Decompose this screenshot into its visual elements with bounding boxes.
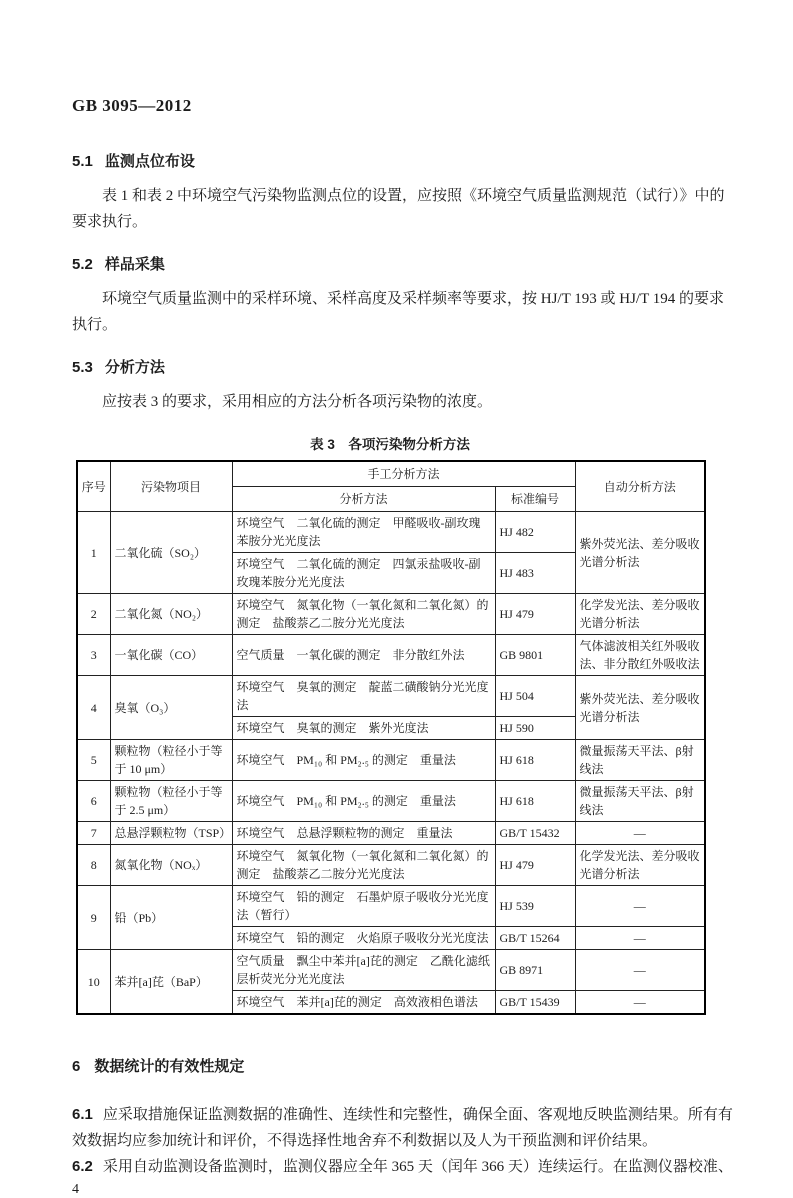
section-heading-6 <box>72 1055 735 1076</box>
code-cell: HJ 590 <box>495 717 575 740</box>
code-cell: HJ 618 <box>495 740 575 781</box>
seq-cell: 8 <box>77 845 110 886</box>
code-cell: HJ 479 <box>495 845 575 886</box>
header-auto: 自动分析方法 <box>575 461 705 512</box>
pollutant-cell: 颗粒物（粒径小于等于 2.5 μm） <box>110 781 232 822</box>
pollutant-cell: 一氧化碳（CO） <box>110 635 232 676</box>
auto-method-cell: — <box>575 927 705 950</box>
method-cell: 环境空气 PM₁₀ 和 PM₂.₅ 的测定 重量法 <box>232 781 495 822</box>
method-cell: 环境空气 氮氧化物（一氧化氮和二氧化氮）的测定 盐酸萘乙二胺分光光度法 <box>232 594 495 635</box>
table-title: 表 3 各项污染物分析方法 <box>310 437 470 452</box>
auto-method-cell: 紫外荧光法、差分吸收光谱分析法 <box>575 676 705 740</box>
code-cell: HJ 482 <box>495 512 575 553</box>
method-cell: 空气质量 一氧化碳的测定 非分散红外法 <box>232 635 495 676</box>
pollutant-cell: 铅（Pb） <box>110 886 232 950</box>
method-cell: 环境空气 臭氧的测定 紫外光度法 <box>232 717 495 740</box>
auto-method-cell: — <box>575 991 705 1015</box>
section-title: 样品采集 <box>104 256 165 273</box>
code-cell: GB/T 15439 <box>495 991 575 1015</box>
clause-6-2 <box>72 1154 734 1180</box>
section-heading-5-2 <box>72 253 735 274</box>
table-row <box>77 886 705 927</box>
code-cell: HJ 504 <box>495 676 575 717</box>
method-cell: 环境空气 苯并[a]芘的测定 高效液相色谱法 <box>232 991 495 1015</box>
code-cell: GB 9801 <box>495 635 575 676</box>
method-cell: 环境空气 氮氧化物（一氧化氮和二氧化氮）的测定 盐酸萘乙二胺分光光度法 <box>232 845 495 886</box>
header-manual-group: 手工分析方法 <box>232 461 575 487</box>
pollutant-cell: 二氧化硫（SO₂） <box>110 512 232 594</box>
seq-cell: 1 <box>77 512 110 594</box>
section-number: 5.1 <box>72 153 93 170</box>
pollutant-cell: 苯并[a]芘（BaP） <box>110 950 232 1015</box>
seq-cell: 3 <box>77 635 110 676</box>
method-cell: 环境空气 总悬浮颗粒物的测定 重量法 <box>232 822 495 845</box>
code-cell: HJ 483 <box>495 553 575 594</box>
table-row <box>77 822 705 845</box>
table-row <box>77 740 705 781</box>
analysis-methods-table <box>76 460 706 1015</box>
section-title: 监测点位布设 <box>104 153 195 170</box>
table-header-row <box>77 461 705 487</box>
method-cell: 环境空气 臭氧的测定 靛蓝二磺酸钠分光光度法 <box>232 676 495 717</box>
auto-method-cell: — <box>575 822 705 845</box>
table-header <box>77 461 705 512</box>
method-cell: 环境空气 PM₁₀ 和 PM₂.₅ 的测定 重量法 <box>232 740 495 781</box>
auto-method-cell: 化学发光法、差分吸收光谱分析法 <box>575 845 705 886</box>
code-cell: GB/T 15432 <box>495 822 575 845</box>
header-method: 分析方法 <box>232 487 495 512</box>
auto-method-cell: — <box>575 950 705 991</box>
method-cell: 空气质量 飘尘中苯并[a]芘的测定 乙酰化滤纸层析荧光分光光度法 <box>232 950 495 991</box>
section-paragraph-5-3: 应按表 3 的要求，采用相应的方法分析各项污染物的浓度。 <box>102 394 493 410</box>
code-cell: HJ 618 <box>495 781 575 822</box>
doc-code: GB 3095—2012 <box>72 96 192 115</box>
seq-cell: 2 <box>77 594 110 635</box>
seq-cell: 6 <box>77 781 110 822</box>
section-heading-5-3 <box>72 356 735 377</box>
pollutant-cell: 臭氧（O₃） <box>110 676 232 740</box>
seq-cell: 10 <box>77 950 110 1015</box>
clause-text: 采用自动监测设备监测时，监测仪器应全年 365 天（闰年 366 天）连续运行。在监测仪器校准、 <box>102 1159 733 1175</box>
seq-cell: 5 <box>77 740 110 781</box>
page-number: 4 <box>72 1182 79 1197</box>
clause-number: 6.2 <box>72 1158 93 1175</box>
pollutant-cell: 二氧化氮（NO₂） <box>110 594 232 635</box>
table-row <box>77 845 705 886</box>
seq-cell: 7 <box>77 822 110 845</box>
method-cell: 环境空气 二氧化硫的测定 四氯汞盐吸收-副玫瑰苯胺分光光度法 <box>232 553 495 594</box>
code-cell: GB 8971 <box>495 950 575 991</box>
method-cell: 环境空气 铅的测定 火焰原子吸收分光光度法 <box>232 927 495 950</box>
seq-cell: 4 <box>77 676 110 740</box>
seq-cell: 9 <box>77 886 110 950</box>
section-number: 6 <box>72 1058 81 1075</box>
auto-method-cell: 微量振荡天平法、β射线法 <box>575 740 705 781</box>
pollutant-cell: 颗粒物（粒径小于等于 10 μm） <box>110 740 232 781</box>
table-row <box>77 781 705 822</box>
code-cell: HJ 479 <box>495 594 575 635</box>
table-row <box>77 950 705 991</box>
header-code: 标准编号 <box>495 487 575 512</box>
method-cell: 环境空气 二氧化硫的测定 甲醛吸收-副玫瑰苯胺分光光度法 <box>232 512 495 553</box>
clause-number: 6.1 <box>72 1106 93 1123</box>
auto-method-cell: 微量振荡天平法、β射线法 <box>575 781 705 822</box>
section-paragraph-5-1: 表 1 和表 2 中环境空气污染物监测点位的设置，应按照《环境空气质量监测规范（试行）》中的要求执行。 <box>72 188 725 230</box>
code-cell: HJ 539 <box>495 886 575 927</box>
pollutant-cell: 总悬浮颗粒物（TSP） <box>110 822 232 845</box>
section-title: 数据统计的有效性规定 <box>94 1058 245 1075</box>
section-title: 分析方法 <box>104 359 165 376</box>
clause-text: 应采取措施保证监测数据的准确性、连续性和完整性，确保全面、客观地反映监测结果。所有有效数据均应参加统计和评价，不得选择性地舍弃不利数据以及人为干预监测和评价结果。 <box>72 1107 733 1149</box>
method-cell: 环境空气 铅的测定 石墨炉原子吸收分光光度法（暂行） <box>232 886 495 927</box>
section-number: 5.2 <box>72 256 93 273</box>
section-number: 5.3 <box>72 359 93 376</box>
table-row <box>77 635 705 676</box>
pollutant-cell: 氮氧化物（NOₓ） <box>110 845 232 886</box>
table-body <box>77 512 705 1015</box>
auto-method-cell: 紫外荧光法、差分吸收光谱分析法 <box>575 512 705 594</box>
header-pollutant: 污染物项目 <box>110 461 232 512</box>
auto-method-cell: 化学发光法、差分吸收光谱分析法 <box>575 594 705 635</box>
auto-method-cell: — <box>575 886 705 927</box>
section-paragraph-5-2: 环境空气质量监测中的采样环境、采样高度及采样频率等要求，按 HJ/T 193 或 HJ/T 194 的要求执行。 <box>72 291 724 333</box>
table-row <box>77 676 705 717</box>
table-row <box>77 512 705 553</box>
header-seq: 序号 <box>77 461 110 512</box>
auto-method-cell: 气体滤波相关红外吸收法、非分散红外吸收法 <box>575 635 705 676</box>
clause-6-1 <box>72 1102 734 1154</box>
table-row <box>77 594 705 635</box>
code-cell: GB/T 15264 <box>495 927 575 950</box>
section-heading-5-1 <box>72 150 735 171</box>
